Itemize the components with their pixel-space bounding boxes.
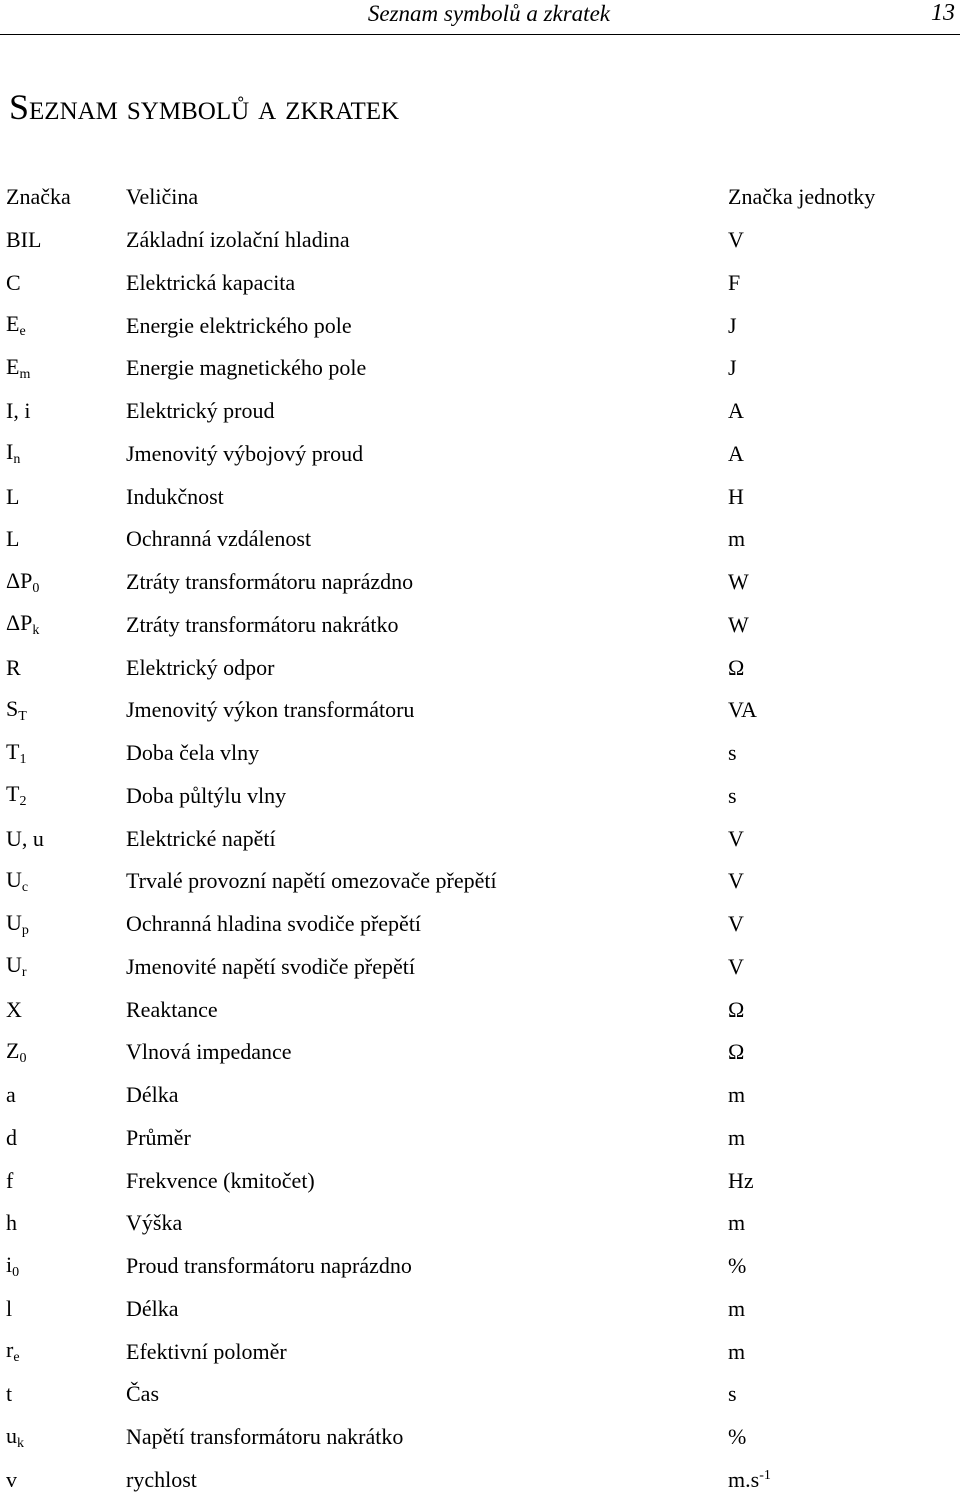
column-header-symbol: Značka bbox=[6, 176, 126, 219]
unit-text: V bbox=[728, 954, 744, 979]
quantity-cell: Energie magnetického pole bbox=[126, 347, 728, 390]
table-row bbox=[6, 988, 928, 1031]
unit-text: m.s bbox=[728, 1467, 759, 1492]
table-row bbox=[6, 1288, 928, 1331]
unit-cell bbox=[728, 347, 928, 390]
symbol-text: L bbox=[6, 484, 19, 509]
symbol-cell bbox=[6, 1459, 126, 1501]
quantity-cell: Indukčnost bbox=[126, 475, 728, 518]
table-row bbox=[6, 433, 928, 476]
table-row bbox=[6, 1031, 928, 1074]
symbol-cell bbox=[6, 775, 126, 818]
table-row bbox=[6, 1074, 928, 1117]
quantity-cell: Základní izolační hladina bbox=[126, 219, 728, 262]
symbol-text: U bbox=[6, 952, 22, 977]
unit-text: J bbox=[728, 313, 737, 338]
symbol-text: I, i bbox=[6, 398, 30, 423]
symbol-cell bbox=[6, 604, 126, 647]
symbol-text: f bbox=[6, 1168, 13, 1193]
unit-text: VA bbox=[728, 697, 757, 722]
table-row bbox=[6, 390, 928, 433]
symbol-text: v bbox=[6, 1467, 17, 1492]
table-row bbox=[6, 903, 928, 946]
unit-text: Ω bbox=[728, 655, 744, 680]
quantity-cell: Délka bbox=[126, 1288, 728, 1331]
symbol-subscript: k bbox=[32, 623, 39, 638]
unit-superscript: -1 bbox=[759, 1468, 771, 1483]
symbol-text: T bbox=[6, 739, 19, 764]
symbol-text: T bbox=[6, 781, 19, 806]
symbol-text: a bbox=[6, 1082, 16, 1107]
symbol-text: t bbox=[6, 1381, 12, 1406]
unit-cell bbox=[728, 561, 928, 604]
symbol-cell bbox=[6, 1245, 126, 1288]
unit-cell bbox=[728, 1074, 928, 1117]
unit-cell bbox=[728, 817, 928, 860]
symbol-text: d bbox=[6, 1125, 17, 1150]
symbol-text: U bbox=[6, 910, 22, 935]
symbol-subscript: p bbox=[22, 923, 29, 938]
unit-text: W bbox=[728, 569, 749, 594]
table-row bbox=[6, 518, 928, 561]
symbol-subscript: 0 bbox=[32, 581, 39, 596]
unit-cell bbox=[728, 775, 928, 818]
unit-text: F bbox=[728, 270, 740, 295]
symbol-cell bbox=[6, 1330, 126, 1373]
unit-text: m bbox=[728, 1125, 745, 1150]
table-row bbox=[6, 775, 928, 818]
unit-cell bbox=[728, 732, 928, 775]
symbol-cell bbox=[6, 1202, 126, 1245]
symbol-cell bbox=[6, 475, 126, 518]
section-heading: Seznam symbolů a zkratek bbox=[9, 86, 399, 128]
symbol-text: S bbox=[6, 696, 18, 721]
quantity-cell: Délka bbox=[126, 1074, 728, 1117]
unit-cell bbox=[728, 390, 928, 433]
unit-cell bbox=[728, 518, 928, 561]
quantity-cell: Napětí transformátoru nakrátko bbox=[126, 1416, 728, 1459]
symbol-cell bbox=[6, 646, 126, 689]
symbol-subscript: e bbox=[19, 324, 25, 339]
symbol-text: l bbox=[6, 1296, 12, 1321]
symbol-subscript: T bbox=[18, 709, 27, 724]
unit-text: s bbox=[728, 1381, 737, 1406]
quantity-cell: Energie elektrického pole bbox=[126, 304, 728, 347]
symbol-subscript: 0 bbox=[12, 1265, 19, 1280]
quantity-cell: Čas bbox=[126, 1373, 728, 1416]
unit-text: m bbox=[728, 1210, 745, 1235]
unit-cell bbox=[728, 860, 928, 903]
symbol-cell bbox=[6, 518, 126, 561]
symbol-text: u bbox=[6, 1423, 17, 1448]
unit-cell bbox=[728, 1031, 928, 1074]
table-row bbox=[6, 347, 928, 390]
symbol-cell bbox=[6, 817, 126, 860]
table-row bbox=[6, 604, 928, 647]
unit-text: Ω bbox=[728, 1039, 744, 1064]
table-row bbox=[6, 1373, 928, 1416]
table-row bbox=[6, 1330, 928, 1373]
symbol-cell bbox=[6, 262, 126, 305]
column-header-unit: Značka jednotky bbox=[728, 176, 928, 219]
symbol-subscript: 0 bbox=[19, 1051, 26, 1066]
symbol-cell bbox=[6, 903, 126, 946]
page-number: 13 bbox=[931, 0, 955, 27]
unit-cell bbox=[728, 646, 928, 689]
symbol-cell bbox=[6, 689, 126, 732]
symbol-subscript: 2 bbox=[19, 794, 26, 809]
quantity-cell: Doba čela vlny bbox=[126, 732, 728, 775]
quantity-cell: Frekvence (kmitočet) bbox=[126, 1159, 728, 1202]
quantity-cell: Průměr bbox=[126, 1117, 728, 1160]
unit-text: A bbox=[728, 441, 744, 466]
symbol-subscript: n bbox=[13, 452, 20, 467]
symbol-subscript: 1 bbox=[19, 752, 26, 767]
header-rule bbox=[0, 34, 960, 35]
unit-cell bbox=[728, 988, 928, 1031]
table-row bbox=[6, 646, 928, 689]
table-row bbox=[6, 732, 928, 775]
symbol-text: ΔP bbox=[6, 568, 32, 593]
unit-cell bbox=[728, 1245, 928, 1288]
table-header-row bbox=[6, 176, 928, 219]
unit-text: Hz bbox=[728, 1168, 754, 1193]
unit-text: J bbox=[728, 355, 737, 380]
symbol-subscript: e bbox=[13, 1350, 19, 1365]
unit-text: m bbox=[728, 1082, 745, 1107]
unit-cell bbox=[728, 262, 928, 305]
symbol-cell bbox=[6, 1159, 126, 1202]
symbol-cell bbox=[6, 946, 126, 989]
symbol-text: BIL bbox=[6, 227, 41, 252]
unit-cell bbox=[728, 1202, 928, 1245]
quantity-cell: Ztráty transformátoru naprázdno bbox=[126, 561, 728, 604]
table-row bbox=[6, 817, 928, 860]
unit-text: s bbox=[728, 783, 737, 808]
unit-cell bbox=[728, 903, 928, 946]
unit-text: V bbox=[728, 826, 744, 851]
unit-text: m bbox=[728, 526, 745, 551]
symbol-cell bbox=[6, 988, 126, 1031]
symbol-subscript: k bbox=[17, 1436, 24, 1451]
page-header bbox=[0, 0, 960, 36]
symbol-cell bbox=[6, 1373, 126, 1416]
unit-cell bbox=[728, 1159, 928, 1202]
unit-cell bbox=[728, 1288, 928, 1331]
symbol-cell bbox=[6, 1074, 126, 1117]
symbol-text: Z bbox=[6, 1038, 19, 1063]
unit-text: % bbox=[728, 1424, 746, 1449]
table-row bbox=[6, 1159, 928, 1202]
table-row bbox=[6, 689, 928, 732]
quantity-cell: Elektrický odpor bbox=[126, 646, 728, 689]
table-row bbox=[6, 219, 928, 262]
symbol-cell bbox=[6, 1117, 126, 1160]
running-title: Seznam symbolů a zkratek bbox=[368, 1, 610, 27]
unit-text: V bbox=[728, 911, 744, 936]
quantity-cell: Výška bbox=[126, 1202, 728, 1245]
symbol-cell bbox=[6, 732, 126, 775]
symbols-table bbox=[6, 176, 928, 1501]
unit-text: V bbox=[728, 227, 744, 252]
symbol-text: ΔP bbox=[6, 610, 32, 635]
table-row bbox=[6, 1416, 928, 1459]
symbol-subscript: r bbox=[22, 965, 27, 980]
symbol-cell bbox=[6, 1416, 126, 1459]
symbol-text: E bbox=[6, 354, 19, 379]
symbol-text: r bbox=[6, 1337, 13, 1362]
table-row bbox=[6, 561, 928, 604]
symbol-subscript: m bbox=[19, 367, 30, 382]
symbol-cell bbox=[6, 1288, 126, 1331]
unit-cell bbox=[728, 1416, 928, 1459]
symbol-cell bbox=[6, 347, 126, 390]
unit-text: m bbox=[728, 1339, 745, 1364]
quantity-cell: Jmenovitý výbojový proud bbox=[126, 433, 728, 476]
unit-cell bbox=[728, 1330, 928, 1373]
quantity-cell: Vlnová impedance bbox=[126, 1031, 728, 1074]
table-row bbox=[6, 1245, 928, 1288]
quantity-cell: Ochranná hladina svodiče přepětí bbox=[126, 903, 728, 946]
unit-cell bbox=[728, 946, 928, 989]
symbol-text: h bbox=[6, 1210, 17, 1235]
unit-cell bbox=[728, 433, 928, 476]
table-row bbox=[6, 304, 928, 347]
symbol-text: C bbox=[6, 270, 21, 295]
quantity-cell: Efektivní poloměr bbox=[126, 1330, 728, 1373]
table-row bbox=[6, 1117, 928, 1160]
unit-cell bbox=[728, 219, 928, 262]
symbol-cell bbox=[6, 304, 126, 347]
symbol-text: E bbox=[6, 311, 19, 336]
unit-cell bbox=[728, 475, 928, 518]
table-row bbox=[6, 860, 928, 903]
symbol-text: R bbox=[6, 655, 21, 680]
unit-cell bbox=[728, 1117, 928, 1160]
unit-text: W bbox=[728, 612, 749, 637]
table-row bbox=[6, 475, 928, 518]
table-row bbox=[6, 262, 928, 305]
symbol-cell bbox=[6, 219, 126, 262]
unit-cell bbox=[728, 304, 928, 347]
unit-cell bbox=[728, 1459, 928, 1501]
unit-text: V bbox=[728, 868, 744, 893]
unit-cell bbox=[728, 689, 928, 732]
quantity-cell: Elektrické napětí bbox=[126, 817, 728, 860]
symbol-cell bbox=[6, 433, 126, 476]
symbol-text: X bbox=[6, 997, 22, 1022]
symbol-cell bbox=[6, 561, 126, 604]
unit-text: H bbox=[728, 484, 744, 509]
quantity-cell: Proud transformátoru naprázdno bbox=[126, 1245, 728, 1288]
quantity-cell: Ochranná vzdálenost bbox=[126, 518, 728, 561]
unit-text: A bbox=[728, 398, 744, 423]
quantity-cell: Doba půltýlu vlny bbox=[126, 775, 728, 818]
symbol-text: i bbox=[6, 1252, 12, 1277]
quantity-cell: Elektrický proud bbox=[126, 390, 728, 433]
symbol-text: U, u bbox=[6, 826, 44, 851]
table-row bbox=[6, 946, 928, 989]
table-row bbox=[6, 1459, 928, 1501]
quantity-cell: Elektrická kapacita bbox=[126, 262, 728, 305]
symbol-cell bbox=[6, 390, 126, 433]
symbol-text: I bbox=[6, 439, 13, 464]
quantity-cell: Jmenovitý výkon transformátoru bbox=[126, 689, 728, 732]
unit-cell bbox=[728, 1373, 928, 1416]
unit-text: m bbox=[728, 1296, 745, 1321]
symbol-text: U bbox=[6, 867, 22, 892]
unit-cell bbox=[728, 604, 928, 647]
symbol-cell bbox=[6, 860, 126, 903]
column-header-quantity: Veličina bbox=[126, 176, 728, 219]
symbol-subscript: c bbox=[22, 880, 28, 895]
quantity-cell: Ztráty transformátoru nakrátko bbox=[126, 604, 728, 647]
table-row bbox=[6, 1202, 928, 1245]
unit-text: % bbox=[728, 1253, 746, 1278]
unit-text: s bbox=[728, 740, 737, 765]
symbol-cell bbox=[6, 1031, 126, 1074]
quantity-cell: Trvalé provozní napětí omezovače přepětí bbox=[126, 860, 728, 903]
quantity-cell: Jmenovité napětí svodiče přepětí bbox=[126, 946, 728, 989]
unit-text: Ω bbox=[728, 997, 744, 1022]
symbol-text: L bbox=[6, 526, 19, 551]
quantity-cell: rychlost bbox=[126, 1459, 728, 1501]
quantity-cell: Reaktance bbox=[126, 988, 728, 1031]
